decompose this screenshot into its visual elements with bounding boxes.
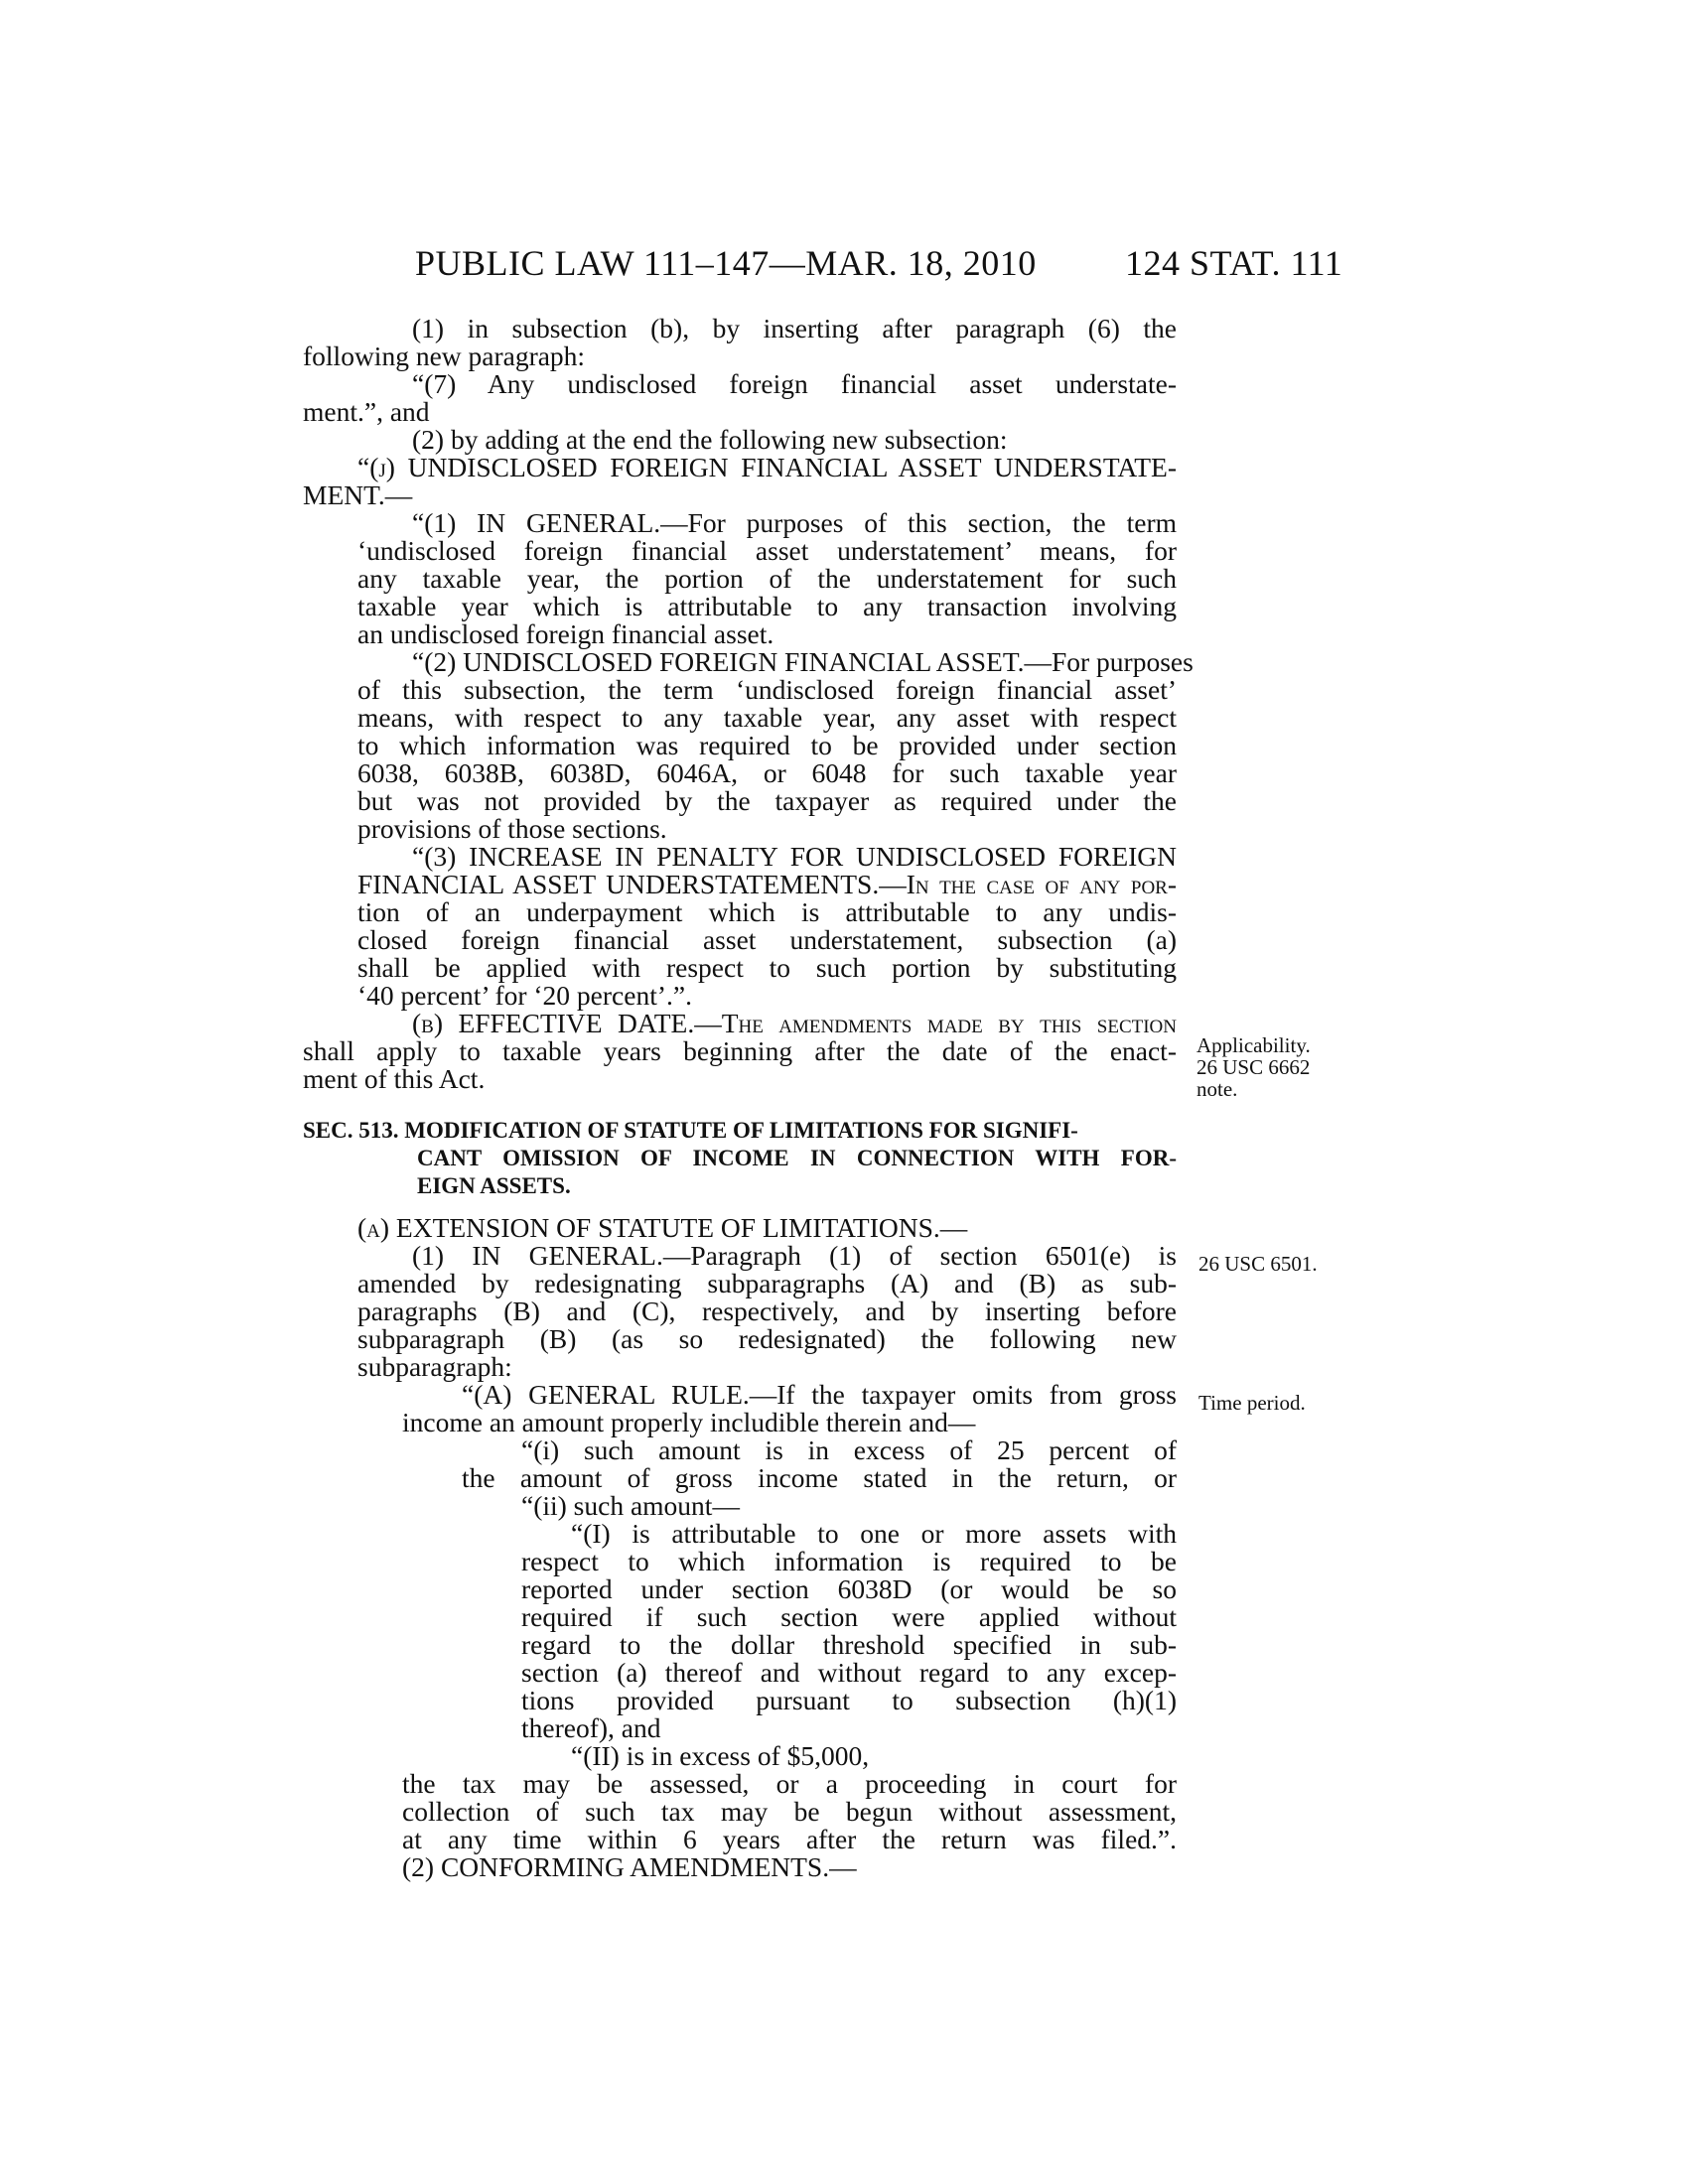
text-line: (1) IN GENERAL.—Paragraph (1) of section 6501(e) is	[412, 1240, 1177, 1271]
section-heading: CANT OMISSION OF INCOME IN CONNECTION WITH FOR-	[417, 1146, 1177, 1170]
margin-note-time-period: Time period.	[1198, 1391, 1306, 1415]
text-line: income an amount properly includible therein and—	[402, 1407, 976, 1437]
text-line: “(i) such amount is in excess of 25 percent of	[521, 1434, 1177, 1465]
text-line: “(II) is in excess of $5,000,	[571, 1740, 870, 1771]
text-line: following new paragraph:	[303, 341, 586, 371]
text-line: (2) CONFORMING AMENDMENTS.—	[402, 1851, 857, 1882]
text-line: “(7) Any undisclosed foreign financial asset understate-	[412, 368, 1177, 399]
text-line: “(1) IN GENERAL.—For purposes of this section, the term	[412, 507, 1177, 538]
text-line: MENT.—	[303, 479, 413, 510]
text-line: 6038, 6038B, 6038D, 6046A, or 6048 for such taxable year	[357, 757, 1177, 788]
text-line: (2) by adding at the end the following new subsection:	[412, 424, 1008, 455]
text-line: to which information was required to be provided under section	[357, 730, 1177, 760]
text-line: required if such section were applied without	[521, 1601, 1177, 1632]
text-line: shall apply to taxable years beginning after the date of the enact-	[303, 1035, 1177, 1066]
text-line: tions provided pursuant to subsection (h)(1)	[521, 1685, 1177, 1715]
text-line: collection of such tax may be begun without assessment,	[402, 1796, 1177, 1827]
running-header-title: PUBLIC LAW 111–147—MAR. 18, 2010	[415, 243, 1037, 283]
running-header-stat: 124 STAT. 111	[1125, 243, 1343, 283]
text-line: “(j) UNDISCLOSED FOREIGN FINANCIAL ASSET UNDERSTATE-	[357, 452, 1177, 482]
text-line: ment of this Act.	[303, 1063, 486, 1094]
text-line: ‘40 percent’ for ‘20 percent’.”.	[357, 980, 692, 1011]
text-line: an undisclosed foreign financial asset.	[357, 618, 774, 649]
text-line: “(3) INCREASE IN PENALTY FOR UNDISCLOSED FOREIGN	[412, 841, 1177, 872]
text-line: amended by redesignating subparagraphs (A) and (B) as sub-	[357, 1268, 1177, 1298]
text-line: taxable year which is attributable to any transaction involving	[357, 591, 1177, 621]
text-line: tion of an underpayment which is attributable to any undis-	[357, 896, 1177, 927]
text-line: thereof), and	[521, 1712, 661, 1743]
text-line: subparagraph (B) (as so redesignated) the following new	[357, 1323, 1177, 1354]
text-line: ‘undisclosed foreign financial asset understatement’ means, for	[357, 535, 1177, 566]
body-text	[303, 313, 1194, 1882]
text-line: provisions of those sections.	[357, 813, 667, 844]
text-line: (a) EXTENSION OF STATUTE OF LIMITATIONS.—	[357, 1212, 968, 1243]
text-line: reported under section 6038D (or would be so	[521, 1573, 1177, 1604]
text-line: ment.”, and	[303, 396, 430, 427]
text-line: shall be applied with respect to such portion by substituting	[357, 952, 1177, 983]
text-line: “(ii) such amount—	[521, 1490, 740, 1521]
text-line: subparagraph:	[357, 1351, 512, 1382]
text-line: section (a) thereof and without regard to any excep-	[521, 1657, 1177, 1688]
text-line: paragraphs (B) and (C), respectively, and by inserting before	[357, 1296, 1177, 1326]
text-line: FINANCIAL ASSET UNDERSTATEMENTS.—In the case of any por-	[357, 869, 1177, 899]
margin-note-usc-6501: 26 USC 6501.	[1198, 1252, 1318, 1276]
section-heading: EIGN ASSETS.	[417, 1173, 571, 1198]
text-line: closed foreign financial asset understatement, subsection (a)	[357, 924, 1177, 955]
text-line: at any time within 6 years after the return was filed.”.	[402, 1824, 1177, 1854]
text-line: (1) in subsection (b), by inserting after paragraph (6) the	[412, 313, 1177, 343]
text-line: “(2) UNDISCLOSED FOREIGN FINANCIAL ASSET.—For purposes	[412, 646, 1194, 677]
text-line: regard to the dollar threshold specified in sub-	[521, 1629, 1177, 1660]
margin-note-applicability: Applicability.	[1196, 1033, 1311, 1057]
text-line: “(A) GENERAL RULE.—If the taxpayer omits from gross	[462, 1379, 1177, 1410]
text-line: but was not provided by the taxpayer as required under the	[357, 785, 1177, 816]
text-line: the tax may be assessed, or a proceeding in court for	[402, 1768, 1177, 1799]
margin-note-usc-6662: 26 USC 6662	[1196, 1055, 1311, 1079]
text-line: of this subsection, the term ‘undisclosed foreign financial asset’	[357, 674, 1177, 705]
text-line: respect to which information is required to be	[521, 1546, 1177, 1576]
text-line: the amount of gross income stated in the return, or	[462, 1462, 1177, 1493]
text-line: (b) EFFECTIVE DATE.—The amendments made by this section	[412, 1008, 1177, 1038]
text-line: means, with respect to any taxable year, any asset with respect	[357, 702, 1177, 733]
section-heading: SEC. 513. MODIFICATION OF STATUTE OF LIMITATIONS FOR SIGNIFI-	[303, 1118, 1078, 1143]
margin-note-note: note.	[1196, 1077, 1238, 1101]
text-line: “(I) is attributable to one or more assets with	[571, 1518, 1177, 1549]
text-line: any taxable year, the portion of the understatement for such	[357, 563, 1177, 594]
